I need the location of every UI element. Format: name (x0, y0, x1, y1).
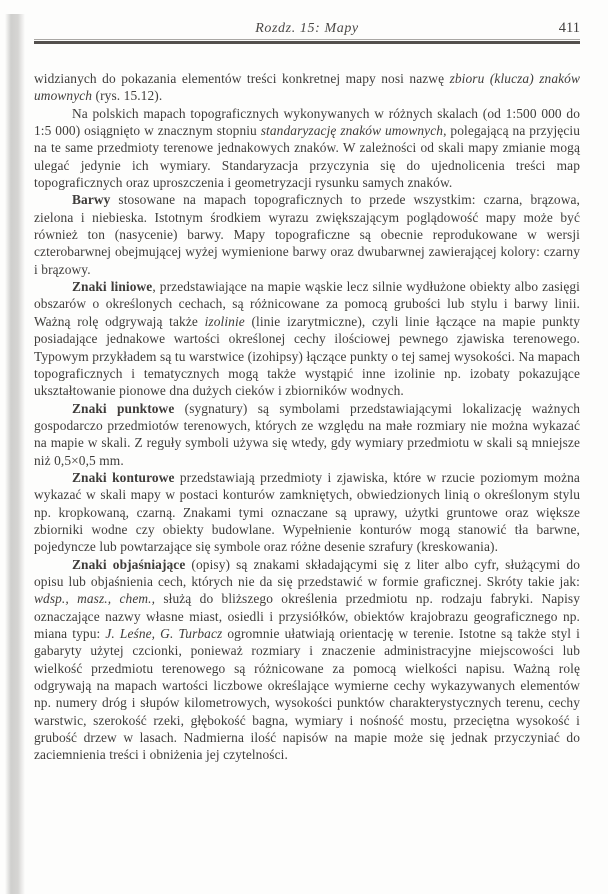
text-run-normal: ogromnie ułatwiają orientację w terenie. Istotne są także styl i gabaryty użytej czcionki, ponieważ rozmiary i znaczenie administracyjne miejscowości lub wielkość przedmiotu terenowego są różnicowane za pomocą wielkości napisu. Ważną rolę odgrywają na mapach wartości liczbowe określające wymierne cechy wykazywanych elementów np. numery dróg i słupów kilometrowych, wysokości punktów charakterystycznych terenu, cechy warstwic, szerokość rzeki, głębokość bagna, wymiary i nośność mostu, przeciętna wysokość i grubość drzew w lasach. Nadmierna ilość napisów na mapie może się jednak przyczyniać do zaciemnienia treści i obniżenia jej czytelności. (34, 626, 580, 763)
text-run-normal: przedstawiają przedmioty i zjawiska, które w rzucie poziomym można wykazać w skali mapy w postaci konturów zamkniętych, obwiedzionych linią o określonym stylu np. kropkowaną, czarną. Znakami tymi oznaczane są uprawy, użytki gruntowe oraz większe zbiorniki wodne czy obiekty budowlane. Wypełnienie konturów mogą stanowić tła barwne, pojedyncze lub powtarzające się symbole oraz różne desenie szrafury (kreskowania). (34, 469, 580, 555)
text-run-bold: Barwy (72, 192, 111, 208)
scan-binding-shadow (5, 14, 25, 894)
text-run-normal: , przedstawiające na mapie wąskie lecz silnie wydłużone obiekty albo zasięgi obszarów o określonych cechach, są różnicowane za pomocą grubości lub stylu i barwy linii. Ważną rolę odgrywają także (34, 279, 580, 329)
text-run-normal: Na polskich mapach topograficznych wykonywanych w różnych skalach (od 1:500 000 do 1:5 000) osiągnięto w znacznym stopniu (34, 105, 580, 139)
paragraph (34, 556, 580, 764)
page-number: 411 (558, 20, 580, 36)
text-run-normal: (opisy) są znakami składającymi się z liter albo cyfr, służącymi do opisu lub objaśnienia cech, których nie da się przedstawić w formie graficznej. Skróty takie jak: (34, 556, 580, 589)
text-run-italic: J. Leśne, G. Turbacz (105, 626, 223, 641)
text-run-normal: służą do bliższego określenia przedmiotu np. rodzaju fabryki. Napisy oznaczające nazwy własne miast, osiedli i przysiółków, obiektów krajobrazu geograficznego np. miana typu: (34, 591, 580, 641)
text-run-normal: , polegającą na przyjęciu na te same przedmioty terenowe jednakowych znaków. W zależności od skali mapy zmianie mogą ulegać jedynie ich wymiary. Standaryzacja przyczynia się do ujednolicenia treści map topograficznych oraz uproszczenia i geometryzacji rysunku samych znaków. (34, 123, 580, 191)
text-run-italic: izolinie (204, 313, 245, 329)
text-run-bold: Znaki liniowe (72, 279, 153, 295)
body-paragraphs (34, 70, 580, 764)
paragraph (34, 191, 580, 278)
running-head (34, 20, 580, 37)
page-content (34, 20, 580, 764)
paragraph (34, 278, 580, 399)
text-run-normal: (linie izarytmiczne), czyli linie łączące na mapie punkty posiadające jednakowe wartości określonej cechy ilościowej pewnego zjawiska terenowego. Typowym przykładem są tu warstwice (izohipsy) łączące punkty o tej samej wysokości. Na mapach topograficznych i tematycznych mogą także wystąpić inne izolinie np. izobaty pokazujące ukształtowanie pionowe dna dużych cieków i zbiorników wodnych. (34, 313, 580, 399)
text-run-italic: wdsp., masz., chem., (34, 591, 156, 607)
paragraph (34, 469, 580, 556)
text-run-italic: standaryzację znaków umownych (260, 123, 444, 139)
text-run-normal: (rys. 15.12). (92, 88, 163, 104)
text-run-normal: stosowane na mapach topograficznych to przede wszystkim: czarna, brązowa, zielona i niebieska. Istotnym środkiem wyrazu zwiększającym poglądowość mapy może być również ton (nasycenie) barwy. Mapy topograficzne są obecnie reprodukowane w wersji czterobarwnej obejmującej wyżej wymienione barwy oraz dwubarwnej zawierającej kolory: czarny i brązowy. (34, 192, 580, 277)
paragraph (34, 105, 580, 192)
header-rule (34, 39, 580, 44)
text-run-bold: Znaki objaśniające (72, 556, 186, 572)
text-run-italic: zbioru (klucza) znaków umownych (34, 71, 580, 104)
text-run-normal: (sygnatury) są symbolami przedstawiającymi lokalizację ważnych gospodarczo przedmiotów terenowych, których ze względu na małe rozmiary nie można wykazać na mapie w skali. Z reguły symboli używa się wtedy, gdy wymiary przedmiotu w skali są mniejsze niż 0,5×0,5 mm. (34, 400, 581, 468)
text-run-bold: Znaki konturowe (72, 469, 175, 485)
paragraph (34, 400, 580, 469)
text-run-normal: widzianych do pokazania elementów treści konkretnej mapy nosi nazwę (34, 71, 450, 86)
paragraph (34, 70, 580, 105)
text-run-bold: Znaki punktowe (72, 400, 175, 416)
chapter-title: Rozdz. 15: Mapy (255, 21, 359, 36)
